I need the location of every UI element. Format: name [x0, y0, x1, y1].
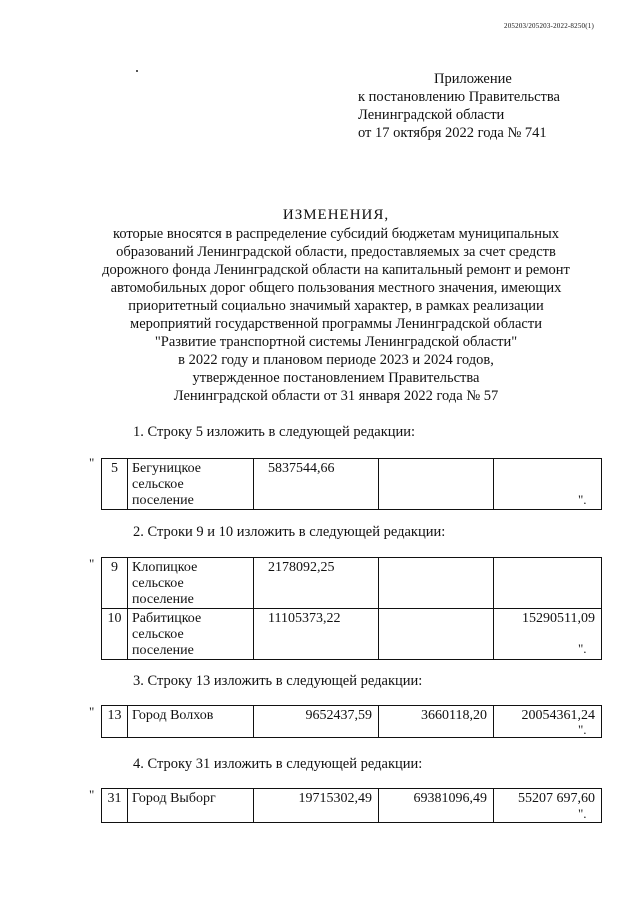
municipality-name: Бегуницкое сельское поселение [128, 459, 254, 510]
title-line: утвержденное постановлением Правительства [192, 370, 480, 386]
quote-close-mark: ". [578, 722, 587, 737]
value-2022: 9652437,59 [254, 706, 379, 738]
appendix-line: Ленинградской области [358, 107, 505, 123]
quote-close-mark: ". [578, 641, 587, 656]
value-2024 [494, 558, 602, 609]
appendix-line: Приложение [434, 71, 512, 87]
value-2023 [379, 558, 494, 609]
table-section-4 [101, 788, 602, 823]
quote-close-mark: ". [578, 806, 587, 821]
value-2023: 3660118,20 [379, 706, 494, 738]
value-2022: 5837544,66 [254, 459, 379, 510]
quote-open-mark: " [89, 704, 95, 719]
value-2022: 11105373,22 [254, 609, 379, 660]
document-title [60, 206, 612, 405]
quote-close-mark: ". [578, 492, 587, 507]
title-line: Ленинградской области от 31 января 2022 года № 57 [173, 388, 499, 404]
row-number: 9 [102, 558, 128, 609]
title-line: которые вносятся в распределение субсидий бюджетам муниципальных [113, 226, 559, 242]
row-number: 5 [102, 459, 128, 510]
title-heading: ИЗМЕНЕНИЯ, [282, 207, 390, 223]
value-2023: 69381096,49 [379, 789, 494, 823]
row-number: 10 [102, 609, 128, 660]
appendix-line: к постановлению Правительства [358, 89, 560, 105]
municipality-name: Город Волхов [128, 706, 254, 738]
scan-speck [136, 70, 138, 72]
table-row [102, 789, 602, 823]
appendix-block [358, 70, 560, 142]
table-section-3 [101, 705, 602, 738]
section-title-3: 3. Строку 13 изложить в следующей редакции: [133, 673, 423, 689]
section-title-2: 2. Строки 9 и 10 изложить в следующей редакции: [133, 524, 446, 540]
municipality-name: Клопицкое сельское поселение [128, 558, 254, 609]
document-code: 205203/205203-2022-8250(1) [504, 22, 594, 30]
quote-open-mark: " [89, 787, 95, 802]
row-number: 31 [102, 789, 128, 823]
title-line: в 2022 году и плановом периоде 2023 и 2024 годов, [178, 352, 494, 368]
section-title-4: 4. Строку 31 изложить в следующей редакции: [133, 756, 423, 772]
table-row [102, 558, 602, 609]
quote-open-mark: " [89, 556, 95, 571]
table-section-2 [101, 557, 602, 660]
value-2024: 55207 697,60 [494, 789, 602, 823]
table-row [102, 706, 602, 738]
title-line: мероприятий государственной программы Ленинградской области [130, 316, 542, 332]
value-2024: 20054361,24 [494, 706, 602, 738]
value-2022: 2178092,25 [254, 558, 379, 609]
municipality-name: Город Выборг [128, 789, 254, 823]
appendix-line: от 17 октября 2022 года № 741 [358, 125, 547, 141]
municipality-name: Рабитицкое сельское поселение [128, 609, 254, 660]
table-section-1 [101, 458, 602, 510]
value-2023 [379, 609, 494, 660]
table-row [102, 459, 602, 510]
quote-open-mark: " [89, 455, 95, 470]
title-line: образований Ленинградской области, предоставляемых за счет средств [116, 244, 556, 260]
title-line: автомобильных дорог общего пользования местного значения, имеющих [110, 280, 562, 296]
section-title-1: 1. Строку 5 изложить в следующей редакции: [133, 424, 416, 440]
title-line: приоритетный социально значимый характер, в рамках реализации [128, 298, 544, 314]
value-2023 [379, 459, 494, 510]
title-line: "Развитие транспортной системы Ленинградской области" [154, 334, 518, 350]
value-2022: 19715302,49 [254, 789, 379, 823]
row-number: 13 [102, 706, 128, 738]
value-2024: 15290511,09 [494, 609, 602, 660]
table-row [102, 609, 602, 660]
title-line: дорожного фонда Ленинградской области на капитальный ремонт и ремонт [102, 262, 570, 278]
